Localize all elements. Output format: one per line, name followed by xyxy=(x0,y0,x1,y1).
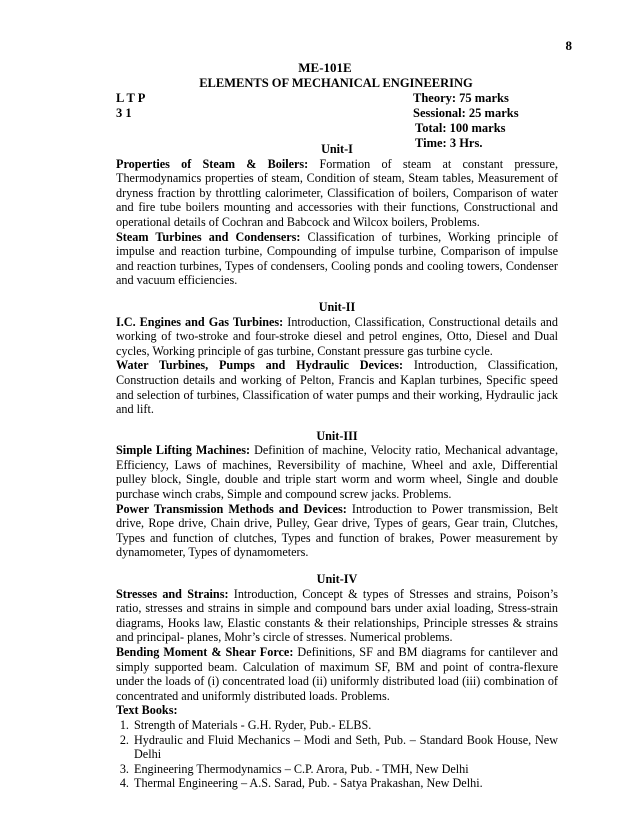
text-books xyxy=(116,703,558,791)
sessional-marks: Sessional: 25 marks xyxy=(413,106,519,120)
topic-paragraph xyxy=(116,157,558,230)
unit-title: Unit-III xyxy=(316,428,358,443)
theory-marks: Theory: 75 marks xyxy=(413,91,509,105)
page-number: 8 xyxy=(565,38,572,53)
topic-heading: Stresses and Strains: xyxy=(116,586,229,601)
topic-text: Definitions, SF and BM diagrams for cantilever and simply supported beam. Calculation of maximum SF, BM and point of contra-flexure under the loads of (i) concentrated load (ii) uniformly distributed load (iii) combination of concentrated and uniformly distributed loads. Problems. xyxy=(116,645,558,703)
topic-text: Formation of steam at constant pressure, Thermodynamics properties of steam, Condition of steam, Steam tables, Measurement of dryness fraction by throttling calorimeter, Classification of boilers, Comparison of water and fire tube boilers mounting and accessories with their functions, Constructional and operational details of Cochran and Babcock and Wilcox boilers, Problems. xyxy=(116,156,558,229)
list-item: 1. Strength of Materials - G.H. Ryder, Pub.- ELBS. xyxy=(132,718,558,733)
unit-section xyxy=(116,300,558,417)
text-books-heading: Text Books: xyxy=(116,703,178,718)
topic-paragraph xyxy=(116,358,558,416)
topic-paragraph xyxy=(116,443,558,501)
total-marks: Total: 100 marks xyxy=(415,121,506,135)
topic-paragraph xyxy=(116,230,558,288)
list-item: 3. Engineering Thermodynamics – C.P. Arora, Pub. - TMH, New Delhi xyxy=(132,762,558,777)
topic-heading: Power Transmission Methods and Devices: xyxy=(116,501,347,516)
list-item: 4. Thermal Engineering – A.S. Sarad, Pub. - Satya Prakashan, New Delhi. xyxy=(132,776,558,791)
topic-text: Introduction to Power transmission, Belt drive, Rope drive, Chain drive, Pulley, Gear drive, Types of gears, Gear train, Clutches, Types and function of clutches, Types and function of brakes, Power measurement by dynamometer, Types of dynamometers. xyxy=(116,501,559,560)
ltp-header: L T P xyxy=(116,91,146,105)
topic-heading: Water Turbines, Pumps and Hydraulic Devices: xyxy=(116,358,404,373)
topic-text: Introduction, Concept & types of Stresses and strains, Poison’s ratio, stresses and strains in simple and compound bars under axial loading, Stress-strain diagrams, Hooks law, Elastic constants & their relationships, Principle stresses & strains and principal- planes, Mohr’s circle of stresses. Numerical problems. xyxy=(116,586,558,645)
text-books-list xyxy=(116,718,558,791)
unit-section xyxy=(116,142,558,288)
topic-text: Classification of turbines, Working principle of impulse and reaction turbine, Compounding of impulse turbine, Comparison of impulse and reaction turbines, Types of condensers, Cooling ponds and cooling towers, Condenser and vacuum efficiencies. xyxy=(116,229,558,288)
topic-paragraph xyxy=(116,502,558,560)
topic-paragraph xyxy=(116,645,558,703)
topic-heading: Properties of Steam & Boilers: xyxy=(116,156,309,171)
list-item: 2. Hydraulic and Fluid Mechanics – Modi and Seth, Pub. – Standard Book House, New Delhi xyxy=(132,733,558,762)
topic-text: Introduction, Classification, Constructional details and working of two-stroke and four-stroke diesel and petrol engines, Otto, Diesel and Dual cycles, Working principle of gas turbine, Constant pressure gas turbine cycle. xyxy=(116,314,558,358)
topic-heading: I.C. Engines and Gas Turbines: xyxy=(116,314,284,329)
unit-title: Unit-IV xyxy=(316,572,358,587)
ltp-values: 3 1 xyxy=(116,106,132,120)
topic-text: Definition of machine, Velocity ratio, Mechanical advantage, Efficiency, Laws of machines, Reversibility of machine, Wheel and axle, Differential pulley block, Single, double and triple start worm and worm wheel, Single and double purchase winch crabs, Simple and compound screw jacks. Problems. xyxy=(116,443,558,502)
topic-heading: Bending Moment & Shear Force: xyxy=(116,645,294,659)
topic-heading: Simple Lifting Machines: xyxy=(116,443,251,458)
course-title: ELEMENTS OF MECHANICAL ENGINEERING xyxy=(199,76,473,90)
exam-time: Time: 3 Hrs. xyxy=(415,136,483,150)
unit-section xyxy=(116,572,558,703)
unit-section xyxy=(116,429,558,560)
topic-paragraph xyxy=(116,587,558,645)
topic-paragraph xyxy=(116,315,558,359)
unit-title: Unit-II xyxy=(318,299,356,314)
topic-heading: Steam Turbines and Condensers: xyxy=(116,229,301,244)
syllabus-content xyxy=(116,140,558,791)
course-code: ME-101E xyxy=(298,60,352,75)
topic-text: Introduction, Classification, Construction details and working of Pelton, Francis and Kaplan turbines, Specific speed and selection of turbines, Classification of water pumps and their working, Hydraulic jack and lift. xyxy=(116,358,558,417)
unit-title: Unit-I xyxy=(321,142,353,156)
